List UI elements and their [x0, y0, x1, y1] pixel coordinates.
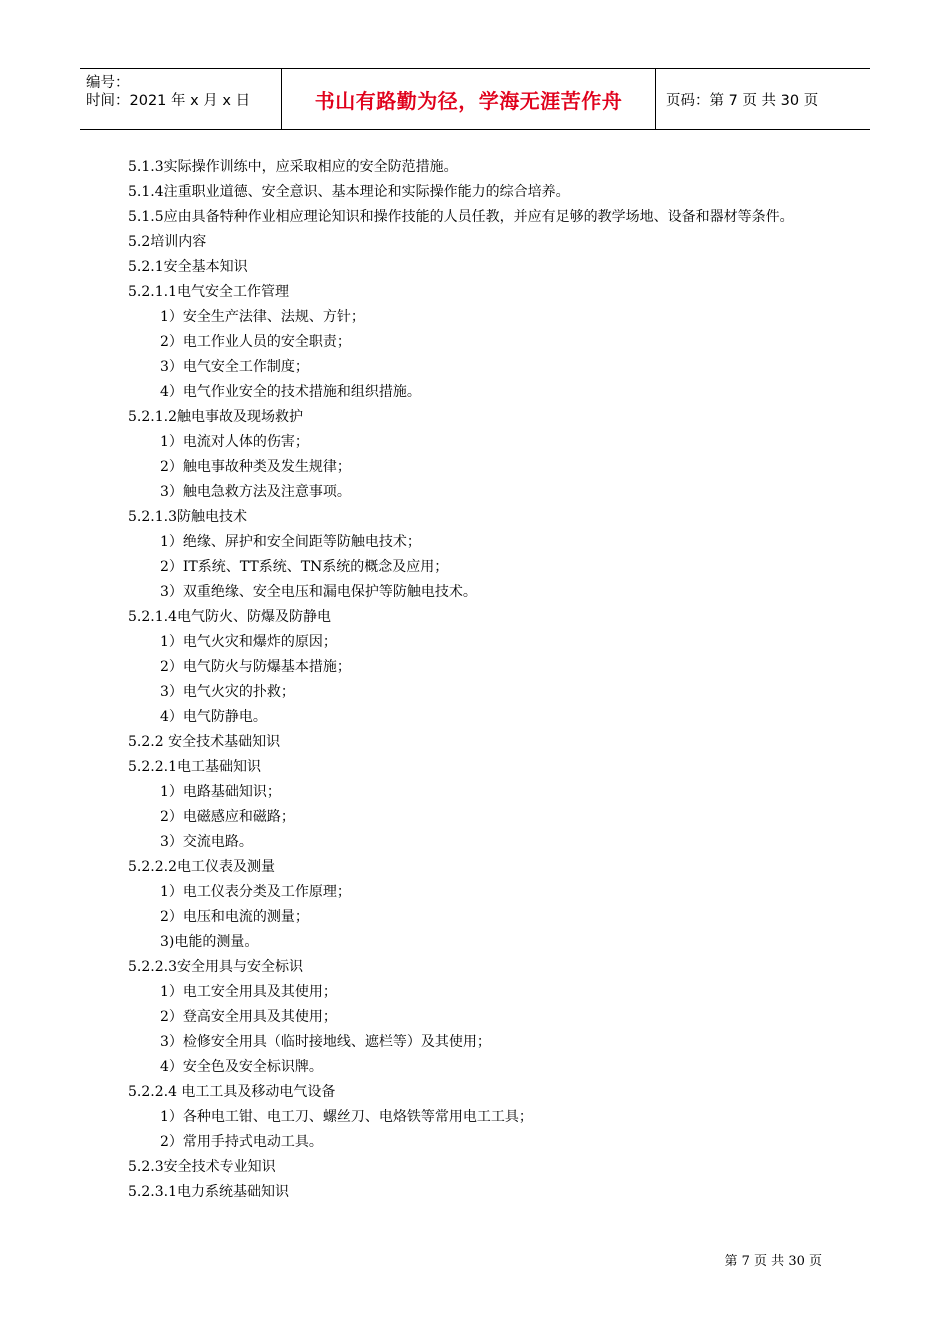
list-item: 1）电气火灾和爆炸的原因；	[160, 634, 337, 650]
section-heading: 5.2.2.1电工基础知识	[128, 759, 261, 775]
section-heading: 5.1.5应由具备特种作业相应理论知识和操作技能的人员任教，并应有足够的教学场地、设备和器材等条件。	[128, 209, 794, 225]
list-item: 2）电压和电流的测量；	[160, 909, 309, 925]
list-item: 2）触电事故种类及发生规律；	[160, 459, 351, 475]
list-item: 3）电气火灾的扑救；	[160, 684, 295, 700]
list-item: 1）电工安全用具及其使用；	[160, 984, 337, 1000]
header-page-cell	[656, 69, 870, 129]
section-heading: 5.2.1.2触电事故及现场救护	[128, 409, 303, 425]
section-heading: 5.2.3.1电力系统基础知识	[128, 1184, 289, 1200]
list-item: 1）电路基础知识；	[160, 784, 281, 800]
list-item: 4）电气作业安全的技术措施和组织措施。	[160, 384, 421, 400]
document-number-label: 编号：	[86, 75, 130, 91]
section-heading: 5.2.1.4电气防火、防爆及防静电	[128, 609, 331, 625]
section-heading: 5.1.3实际操作训练中，应采取相应的安全防范措施。	[128, 159, 458, 175]
list-item: 4）安全色及安全标识牌。	[160, 1059, 323, 1075]
section-heading: 5.2培训内容	[128, 234, 207, 250]
list-item: 3）双重绝缘、安全电压和漏电保护等防触电技术。	[160, 584, 477, 600]
list-item: 1）电工仪表分类及工作原理；	[160, 884, 351, 900]
list-item: 1）安全生产法律、法规、方针；	[160, 309, 365, 325]
page-footer: 第 7 页 共 30 页	[724, 1254, 822, 1269]
section-heading: 5.2.1.1电气安全工作管理	[128, 284, 289, 300]
list-item: 3）触电急救方法及注意事项。	[160, 484, 351, 500]
list-item: 1）绝缘、屏护和安全间距等防触电技术；	[160, 534, 421, 550]
header-left-cell	[80, 69, 282, 129]
section-heading: 5.2.1安全基本知识	[128, 259, 248, 275]
list-item: 3）检修安全用具（临时接地线、遮栏等）及其使用；	[160, 1034, 491, 1050]
section-heading: 5.2.2.4 电工工具及移动电气设备	[128, 1084, 336, 1100]
list-item: 2）IT系统、TT系统、TN系统的概念及应用；	[160, 559, 449, 575]
list-item: 2）登高安全用具及其使用；	[160, 1009, 337, 1025]
header-page-number: 页码：第 7 页 共 30 页	[666, 92, 819, 109]
document-time-label: 时间：2021 年 x 月 x 日	[86, 93, 251, 109]
list-item: 3)电能的测量。	[160, 934, 259, 950]
list-item: 3）电气安全工作制度；	[160, 359, 309, 375]
section-heading: 5.2.1.3防触电技术	[128, 509, 247, 525]
document-body	[128, 155, 828, 1205]
list-item: 3）交流电路。	[160, 834, 253, 850]
header-motto: 书山有路勤为径，学海无涯苦作舟	[314, 88, 623, 113]
list-item: 4）电气防静电。	[160, 709, 267, 725]
list-item: 2）电气防火与防爆基本措施；	[160, 659, 351, 675]
list-item: 2）电磁感应和磁路；	[160, 809, 295, 825]
list-item: 2）电工作业人员的安全职责；	[160, 334, 351, 350]
page-header	[80, 68, 870, 130]
section-heading: 5.2.2.2电工仪表及测量	[128, 859, 275, 875]
header-motto-cell	[282, 69, 656, 129]
section-heading: 5.2.2 安全技术基础知识	[128, 734, 281, 750]
list-item: 2）常用手持式电动工具。	[160, 1134, 323, 1150]
section-heading: 5.2.3安全技术专业知识	[128, 1159, 276, 1175]
list-item: 1）各种电工钳、电工刀、螺丝刀、电烙铁等常用电工工具；	[160, 1109, 533, 1125]
section-heading: 5.1.4注重职业道德、安全意识、基本理论和实际操作能力的综合培养。	[128, 184, 570, 200]
list-item: 1）电流对人体的伤害；	[160, 434, 309, 450]
section-heading: 5.2.2.3安全用具与安全标识	[128, 959, 303, 975]
